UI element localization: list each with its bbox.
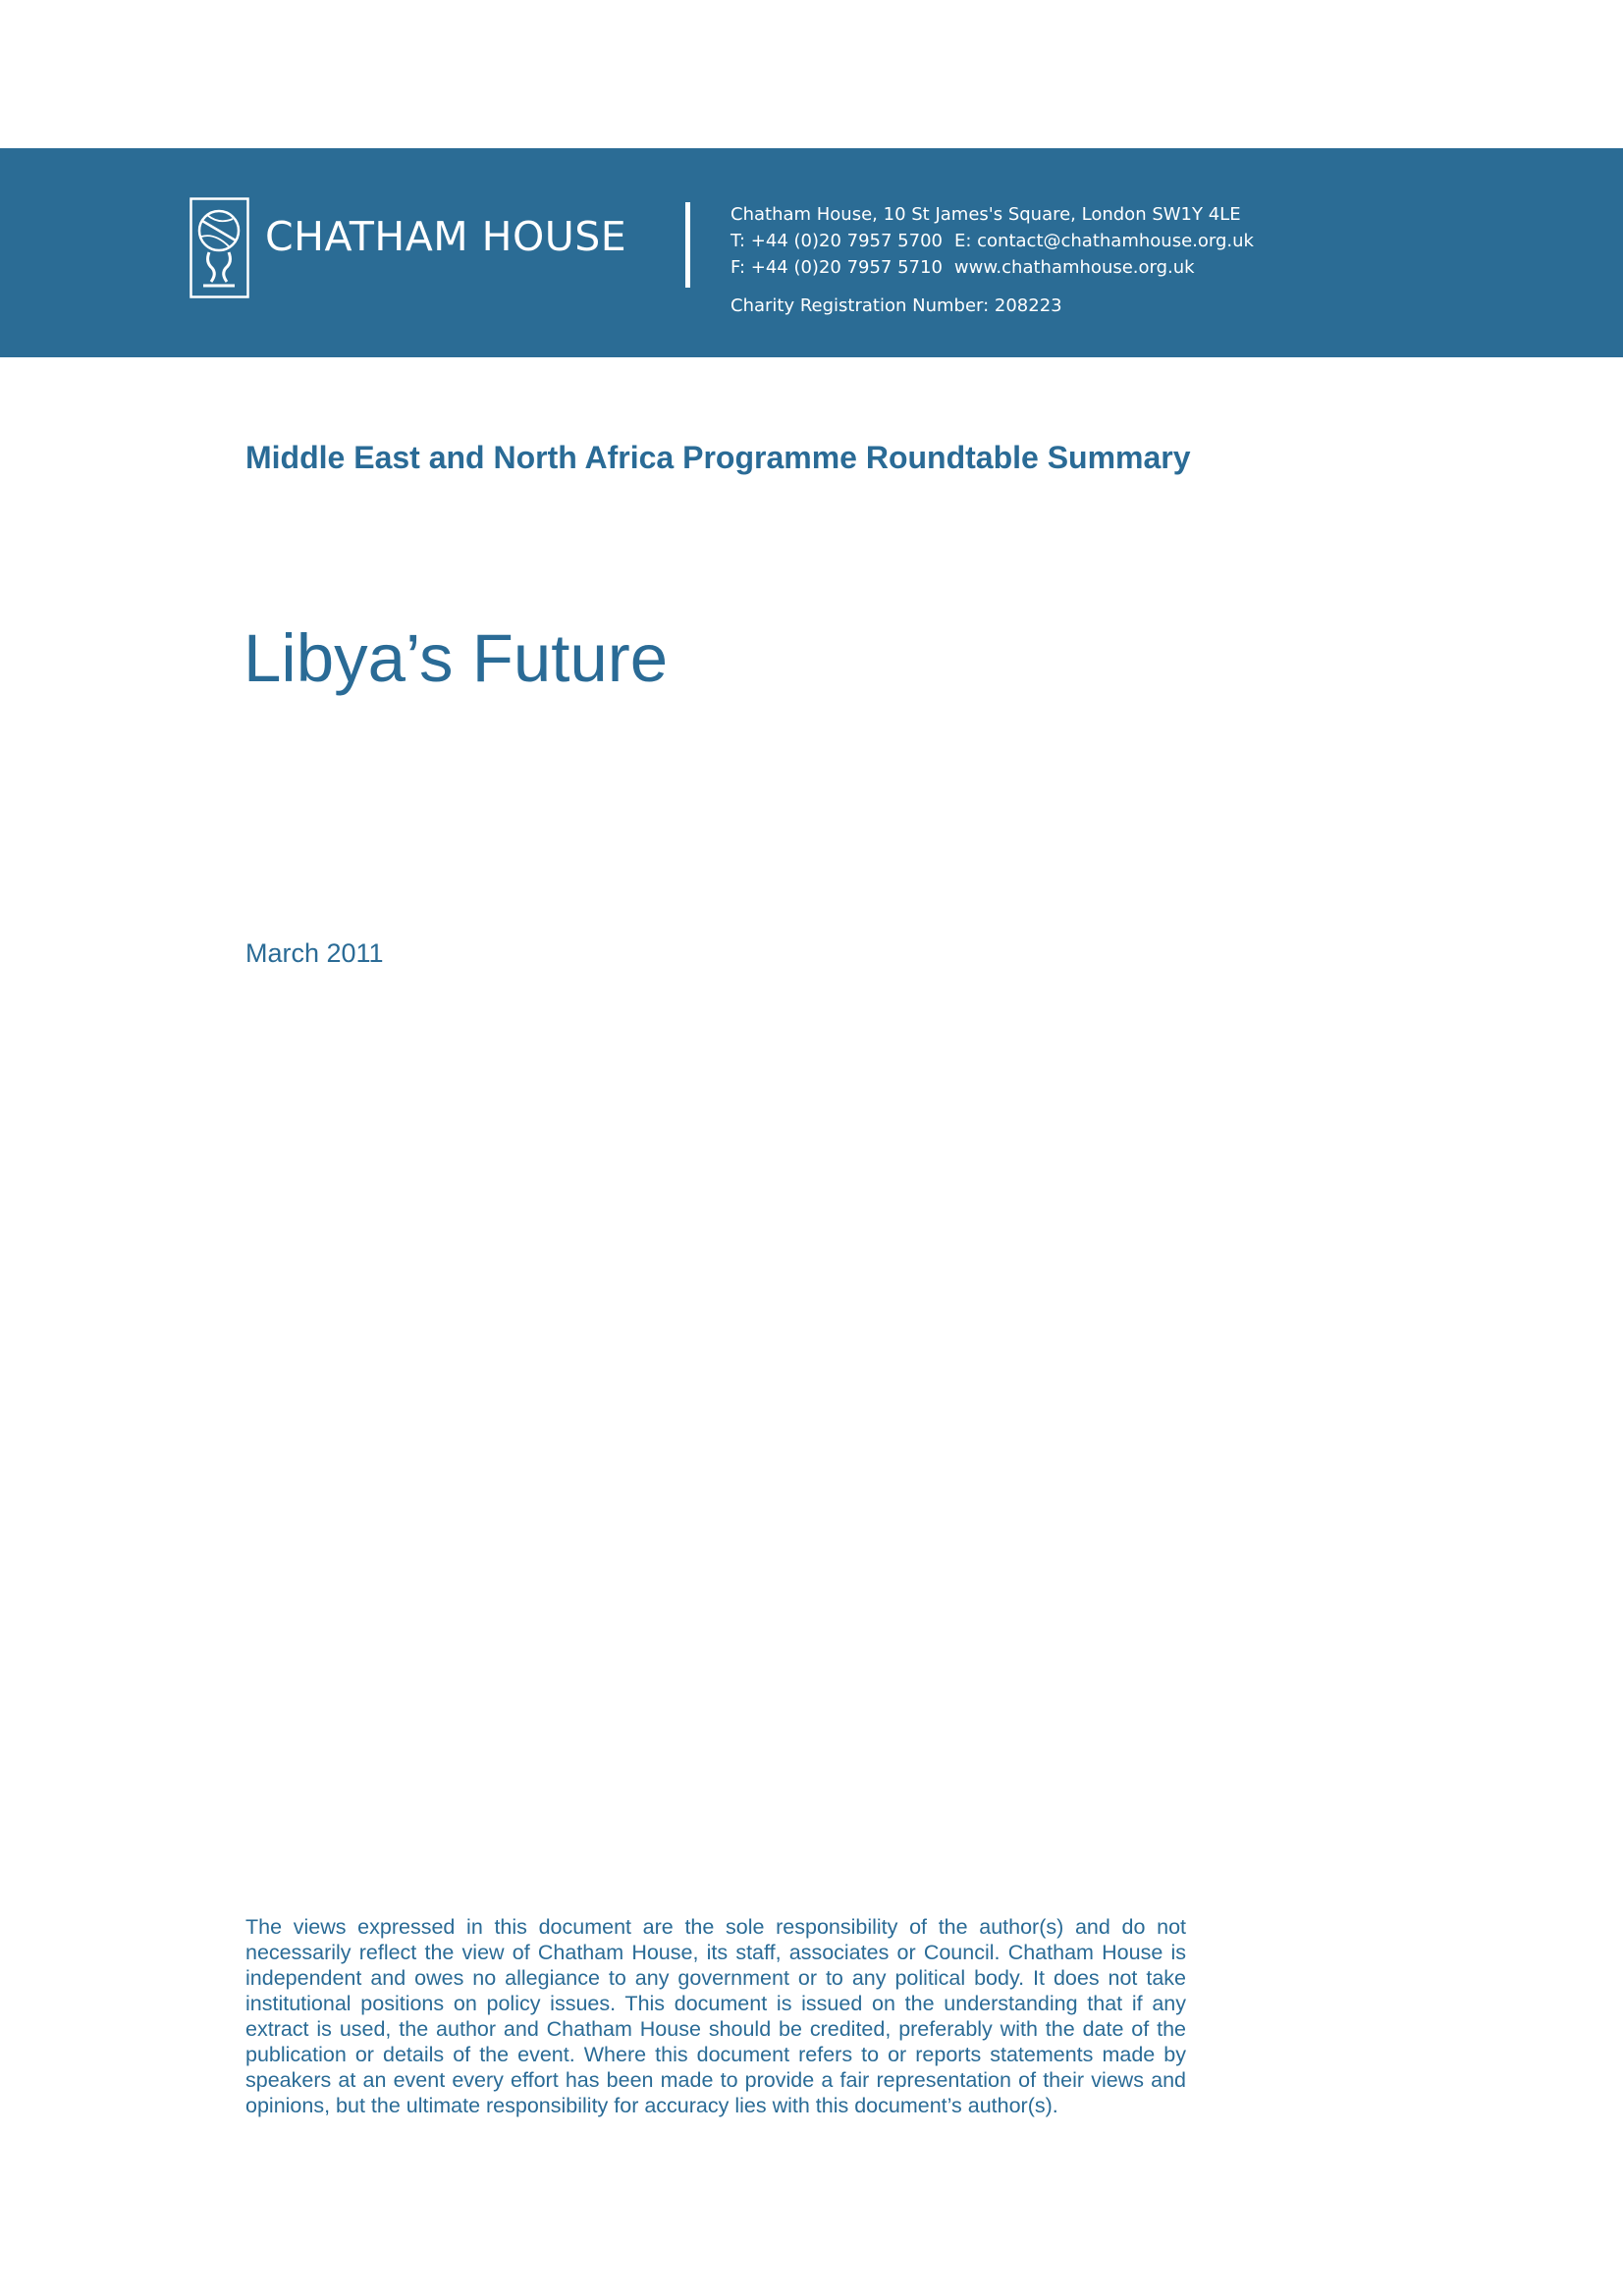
contact-fax-web-line [730, 254, 1254, 281]
document-title: Libya’s Future [243, 620, 669, 696]
contact-fax: F: +44 (0)20 7957 5710 [730, 257, 943, 278]
document-date: March 2011 [245, 938, 384, 968]
contact-website-link[interactable]: www.chathamhouse.org.uk [953, 257, 1195, 278]
contact-phone-email-line [730, 228, 1254, 254]
contact-address: Chatham House, 10 St James's Square, London SW1Y 4LE [730, 204, 1241, 225]
charity-registration: Charity Registration Number: 208223 [730, 295, 1062, 316]
contact-email[interactable]: E: contact@chathamhouse.org.uk [953, 231, 1254, 251]
header-divider [685, 202, 690, 288]
contact-block [730, 201, 1254, 319]
programme-heading: Middle East and North Africa Programme Roundtable Summary [245, 440, 1191, 475]
globe-on-stand-icon [189, 197, 249, 298]
logo-wordmark: CHATHAM HOUSE [265, 213, 627, 260]
contact-phone: T: +44 (0)20 7957 5700 [730, 231, 943, 251]
disclaimer-paragraph: The views expressed in this document are the sole responsibility of the author(s) and do not necessarily reflect the view of Chatham House, its staff, associates or Council. Chatham House is independent and owes no allegiance to any government or to any political body. It does not take institutional positions on policy issues. This document is issued on the understanding that if any extract is used, the author and Chatham House should be credited, preferably with the date of the publication or details of the event. Where this document refers to or reports statements made by speakers at an event every effort has been made to provide a fair representation of their views and opinions, but the ultimate responsibility for accuracy lies with this document’s author(s). [245, 1915, 1186, 2117]
header-banner [0, 148, 1623, 357]
